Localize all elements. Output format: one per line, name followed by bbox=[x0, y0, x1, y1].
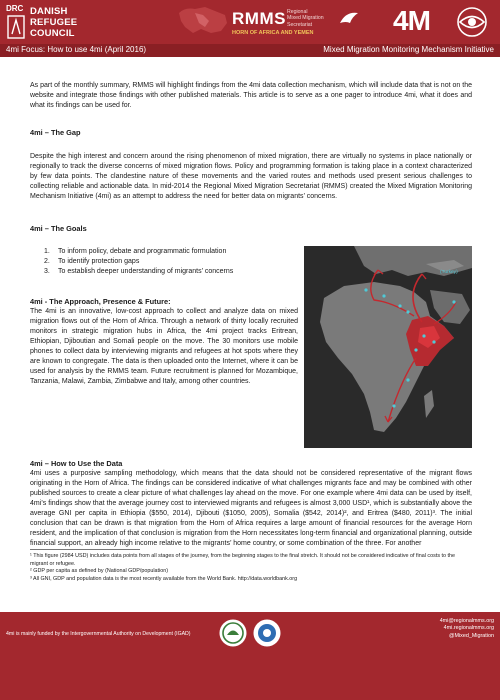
rmms-logo bbox=[232, 7, 372, 37]
use-paragraph: 4mi uses a purposive sampling methodology, which means that the data should not be considered representative of the migrant flows originating in the Horn of Africa. The findings can be considered indicative of what challenges migrants face and may be combined with other published sources to create a clear picture of what challenges lay ahead on the move. For one example where 4mi data can be used by itself, 4mi’s findings show that the average journey cost to interviewed migrants and refugees is almost 3,000 USD¹, which is substantially above the average GNI per capita in Ethiopia ($550, 2014), Djibouti ($1050, 2005), Somalia ($542, 2014)², and Eritrea ($480, 2011)³. The initial conclusion that can be drawn is that migration from the Horn of Africa requires a large amount of financial resources for the average Horn resident, and the implication of that conclusion is migration from the Horn necessitates long-term financial and organizational planning, outside financial support, an already high income relative to the migrants’ home country, or some combination of the three. For another bbox=[30, 470, 472, 547]
map-label-turkey: (Turkey) bbox=[440, 270, 458, 275]
intro-paragraph: As part of the monthly summary, RMMS will highlight findings from the 4mi data collection mechanism, which will include data that is not on the website and integrate those findings with other published materials. This article is to serve as a one pager to introduce 4mi, what it does and what its findings can be used for. bbox=[30, 82, 472, 109]
goals-list bbox=[44, 247, 304, 277]
use-heading: 4mi – How to Use the Data bbox=[30, 459, 123, 468]
list-item: 1. To inform policy, debate and programmatic formulation bbox=[44, 248, 227, 255]
gap-paragraph: Despite the high interest and concern around the rising phenomenon of mixed migration, there are virtually no systems in place nationally or regionally to track the diverse concerns of mixed migration flows. Policy and programming formation is taking place in a context characterized by few data points. The clandestine nature of these movements and the varied routes and methods used present serious challenges to collecting reliable and actionable data. In mid-2014 the Regional Mixed Migration Secretariat (RMMS) created the Mixed Migration Monitoring Mechanism Initiative (4mi) as an attempt to address the need for better data on migrants’ concerns. bbox=[30, 153, 472, 200]
partner-seal-icon bbox=[252, 618, 282, 648]
fourm-title: 4M bbox=[393, 5, 430, 36]
drc-name: DANISH REFUGEE COUNCIL bbox=[30, 6, 78, 39]
igad-seal-icon bbox=[218, 618, 248, 648]
rmms-tagline: HORN OF AFRICA AND YEMEN bbox=[232, 30, 314, 36]
subheader-bar bbox=[0, 44, 500, 57]
contact-email[interactable]: 4mi@regionalmms.org bbox=[439, 618, 494, 624]
bird-icon bbox=[338, 9, 360, 29]
contact-twitter[interactable]: @Mixed_Migration bbox=[448, 632, 494, 639]
contact-website[interactable]: 4mi.regionalmms.org bbox=[443, 625, 494, 632]
drc-mark: DRC bbox=[6, 4, 28, 42]
fourm-logo bbox=[393, 4, 493, 40]
funding-note: 4mi is mainly funded by the Intergovernmental Authority on Development (IGAD) bbox=[6, 631, 191, 637]
footnote-1: ¹ This figure (2984 USD) includes data points from all stages of the journey, from the beginning stages to the final stretch. It should not be considered indicative of final costs to the migrant or refugee. bbox=[30, 553, 455, 567]
approach-paragraph: The 4mi is an innovative, low-cost approach to collect and analyze data on mixed migration flows out of the Horn of Africa. Through a network of thirty locally recruited monitors in strategic migration hubs in Africa, the 4mi project tracks Eritrean, Ethiopian, Djiboutian and Somali people on the move. The 30 monitors use mobile phones to collect data by interviewing migrants and refugees at hot spots where they are known to congregate. The data is then uploaded onto the Internet, where it can be used for analysis by the RMMS team. Future recruitment is planned for Mozambique, Tanzania, Malawi, Zambia, Zimbabwe and Italy, among other countries. bbox=[30, 308, 298, 385]
contact-info bbox=[440, 618, 494, 640]
rmms-title: RMMS bbox=[232, 9, 286, 28]
eye-icon bbox=[455, 6, 489, 38]
footnote-divider bbox=[30, 549, 140, 550]
migration-map bbox=[304, 246, 472, 448]
drc-figure-icon bbox=[6, 14, 26, 40]
africa-map-image bbox=[304, 246, 472, 448]
page-header bbox=[0, 0, 500, 44]
initiative-title: Mixed Migration Monitoring Mechanism Initiative bbox=[323, 45, 494, 54]
page-footer bbox=[0, 612, 500, 700]
focus-title: 4mi Focus: How to use 4mi (April 2016) bbox=[6, 45, 147, 54]
goals-heading: 4mi – The Goals bbox=[30, 224, 87, 233]
gap-heading: 4mi – The Gap bbox=[30, 128, 81, 137]
rmms-subtitle: Regional Mixed Migration Secretariat bbox=[287, 9, 324, 28]
footnotes bbox=[30, 553, 472, 583]
footnote-3: ³ All GNI, GDP and population data is the most recently available from the World Bank. http://data.worldbank.org bbox=[30, 575, 298, 582]
footnote-2: ² GDP per capita as defined by (National GDP/population) bbox=[30, 568, 169, 575]
list-item: 2. To identify protection gaps bbox=[44, 258, 140, 265]
approach-heading: 4mi - The Approach, Presence & Future: bbox=[30, 297, 171, 306]
header-map-icon bbox=[175, 3, 231, 37]
list-item: 3. To establish deeper understanding of migrants’ concerns bbox=[44, 268, 234, 275]
drc-logo bbox=[6, 4, 110, 42]
